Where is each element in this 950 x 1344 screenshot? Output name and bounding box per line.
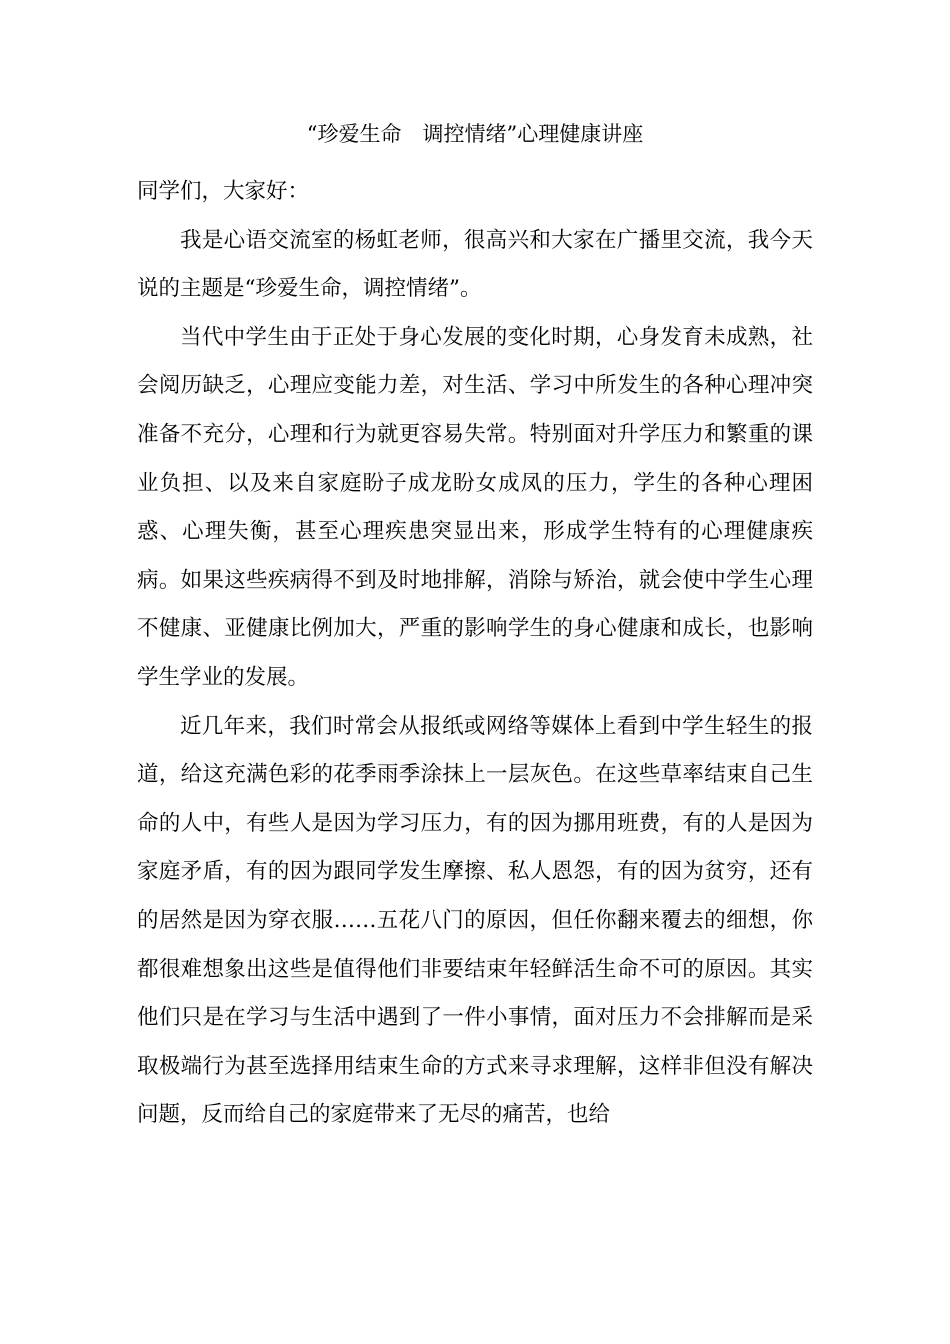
document-body <box>137 168 813 1140</box>
document-title: “珍爱生命 调控情绪”心理健康讲座 <box>306 122 644 146</box>
paragraph-intro: 我是心语交流室的杨虹老师，很高兴和大家在广播里交流，我今天说的主题是“珍爱生命，调控情绪”。 <box>137 227 813 302</box>
paragraph-student-psychology: 当代中学生由于正处于身心发展的变化时期，心身发育未成熟，社会阅历缺乏，心理应变能力差，对生活、学习中所发生的各种心理冲突准备不充分，心理和行为就更容易失常。特别面对升学压力和繁重的课业负担、以及来自家庭盼子成龙盼女成凤的压力，学生的各种心理困惑、心理失衡，甚至心理疾患突显出来，形成学生特有的心理健康疾病。如果这些疾病得不到及时地排解，消除与矫治，就会使中学生心理不健康、亚健康比例加大，严重的影响学生的身心健康和成长，也影响学生学业的发展。 <box>137 324 813 690</box>
paragraph-news-reports: 近几年来，我们时常会从报纸或网络等媒体上看到中学生轻生的报道，给这充满色彩的花季雨季涂抹上一层灰色。在这些草率结束自己生命的人中，有些人是因为学习压力，有的因为挪用班费，有的人是因为家庭矛盾，有的因为跟同学发生摩擦、私人恩怨，有的因为贫穷，还有的居然是因为穿衣服……五花八门的原因，但任你翻来覆去的细想，你都很难想象出这些是值得他们非要结束年轻鲜活生命不可的原因。其实他们只是在学习与生活中遇到了一件小事情，面对压力不会排解而是采取极端行为甚至选择用结束生命的方式来寻求理解，这样非但没有解决问题，反而给自己的家庭带来了无尽的痛苦，也给 <box>137 713 813 1128</box>
greeting-line: 同学们，大家好： <box>137 179 310 204</box>
